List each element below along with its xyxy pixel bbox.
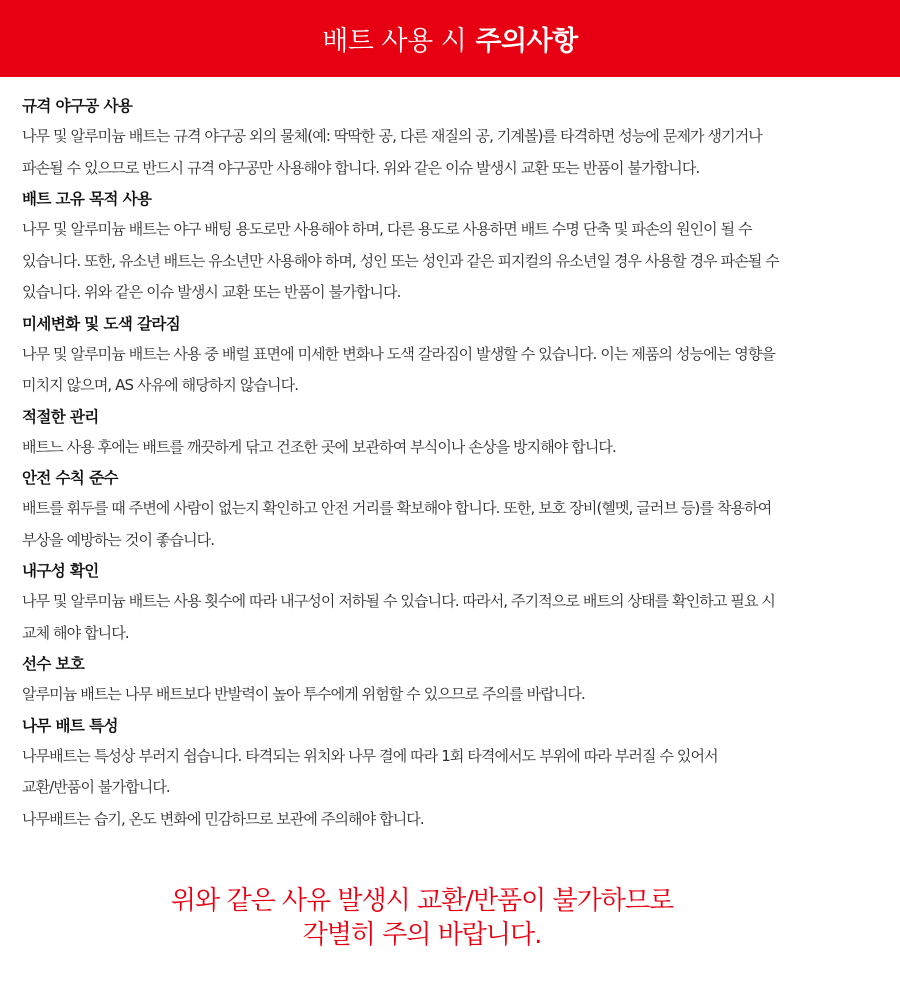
- section-text-line: 알루미늄 배트는 나무 배트보다 반발력이 높아 투수에게 위험할 수 있으므로 주의를 바랍니다.: [22, 685, 585, 703]
- section-text-line: 나무 및 알루미늄 배트는 규격 야구공 외의 물체(예: 딱딱한 공, 다른 재질의 공, 기계볼)를 타격하면 성능에 문제가 생기거나: [22, 127, 762, 145]
- section-title: 적절한 관리: [22, 407, 99, 426]
- section-intended-use: [22, 184, 880, 309]
- section-text-line: 배트느 사용 후에는 배트를 깨끗하게 닦고 건조한 곳에 보관하여 부식이나 손상을 방지해야 합니다.: [22, 437, 616, 456]
- section-title: 미세변화 및 도색 갈라짐: [22, 314, 181, 333]
- section-care: [22, 402, 880, 464]
- section-title: 내구성 확인: [22, 562, 99, 580]
- warning-notice: [0, 884, 844, 952]
- section-text-line: 나무배트는 특성상 부러지 쉽습니다. 타격되는 위치와 나무 결에 따라 1회 타격에서도 부위에 따라 부러질 수 있어서: [22, 746, 718, 765]
- section-text-line: 부상을 예방하는 것이 좋습니다.: [22, 530, 215, 549]
- section-text-line: 나무 및 알루미늄 배트는 사용 횟수에 따라 내구성이 저하될 수 있습니다. 따라서, 주기적으로 배트의 상태를 확인하고 필요 시: [22, 592, 775, 610]
- section-text-line: 있습니다. 또한, 유소년 배트는 유소년만 사용해야 하며, 성인 또는 성인과 같은 피지컬의 유소년일 경우 사용할 경우 파손될 수: [22, 251, 779, 270]
- section-title: 선수 보호: [22, 655, 85, 673]
- section-text-line: 교체 해야 합니다.: [22, 623, 129, 642]
- section-text-line: 배트를 휘두를 때 주변에 사람이 없는지 확인하고 안전 거리를 확보해야 합니다. 또한, 보호 장비(헬멧, 글러브 등)를 착용하여: [22, 499, 772, 517]
- section-regulation-ball: [22, 91, 880, 184]
- warning-line: 각별히 주의 바랍니다.: [302, 920, 542, 950]
- section-text-line: 교환/반품이 불가합니다.: [22, 778, 170, 796]
- section-safety: [22, 463, 880, 556]
- section-surface-changes: [22, 309, 880, 402]
- section-text-line: 미치지 않으며, AS 사유에 해당하지 않습니다.: [22, 376, 299, 394]
- header-title-light: 배트 사용 시: [322, 26, 467, 57]
- section-text-line: 있습니다. 위와 같은 이슈 발생시 교환 또는 반품이 불가합니다.: [22, 283, 401, 301]
- section-title: 규격 야구공 사용: [22, 97, 133, 115]
- section-text-line: 파손될 수 있으므로 반드시 규격 야구공만 사용해야 합니다. 위와 같은 이슈 발생시 교환 또는 반품이 불가합니다.: [22, 158, 700, 177]
- section-player-protection: [22, 649, 880, 711]
- header-title-bold: 주의사항: [475, 26, 578, 57]
- section-text-line: 나무 및 알루미늄 배트는 사용 중 배럴 표면에 미세한 변화나 도색 갈라짐이 발생할 수 있습니다. 이는 제품의 성능에는 영향을: [22, 344, 775, 363]
- section-title: 나무 배트 특성: [22, 716, 118, 735]
- page-header: [0, 0, 900, 77]
- section-text-line: 나무배트는 습기, 온도 변화에 민감하므로 보관에 주의해야 합니다.: [22, 809, 424, 828]
- warning-line: 위와 같은 사유 발생시 교환/반품이 불가하므로: [170, 886, 674, 916]
- section-durability: [22, 556, 880, 649]
- section-title: 배트 고유 목적 사용: [22, 190, 152, 208]
- notice-content: [0, 77, 900, 835]
- section-title: 안전 수칙 준수: [22, 469, 118, 487]
- section-text-line: 나무 및 알루미늄 배트는 야구 배팅 용도로만 사용해야 하며, 다른 용도로 사용하면 배트 수명 단축 및 파손의 원인이 될 수: [22, 220, 752, 238]
- section-wood-bat: [22, 711, 880, 836]
